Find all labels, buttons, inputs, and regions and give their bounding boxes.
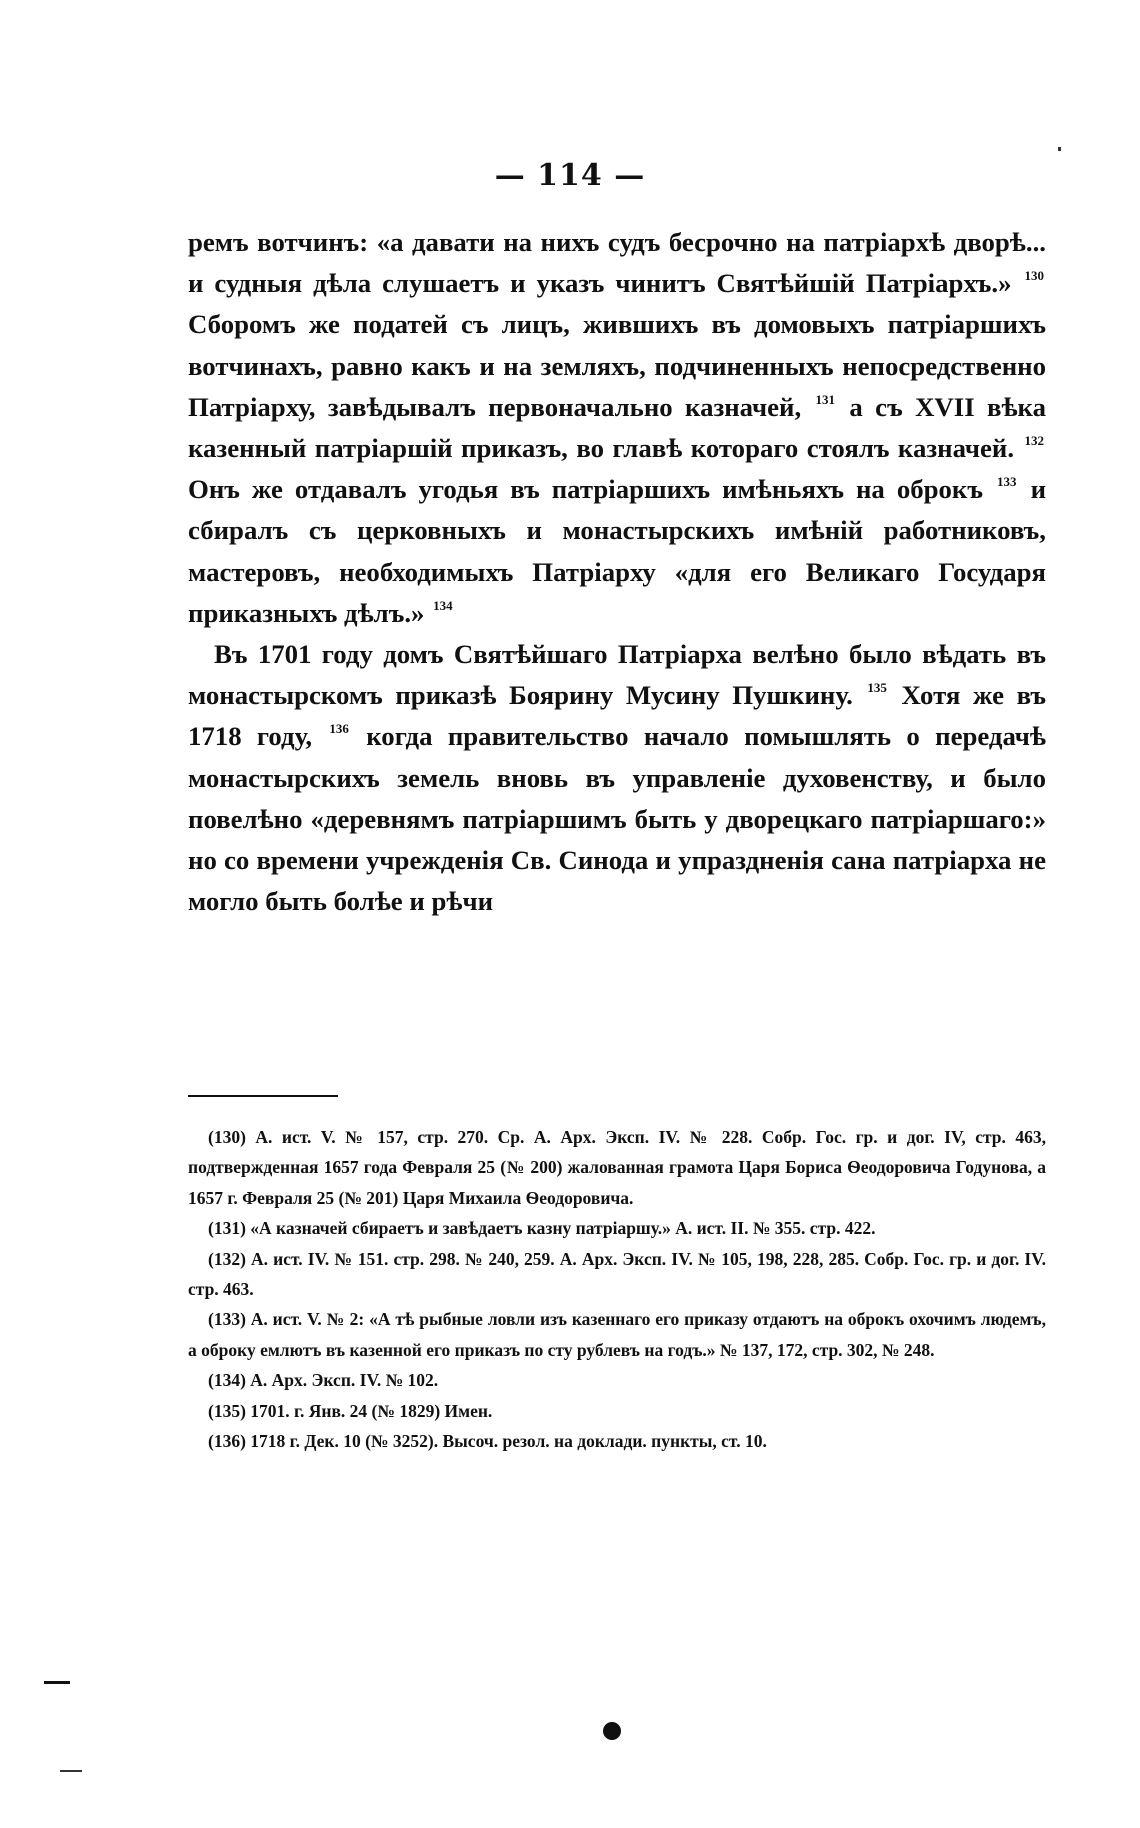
footnote: (134) А. Арх. Эксп. IV. № 102. [208, 1370, 439, 1391]
footnote-ref: 134 [433, 597, 453, 613]
margin-mark [44, 1681, 70, 1684]
paragraph-1 [188, 222, 1046, 634]
text-run: и сбиралъ съ церковныхъ и монастырскихъ имѣній работниковъ, мастеровъ, необходимыхъ Патріарху «для его Великаго Государя приказныхъ дѣлъ.» [188, 474, 1047, 628]
footnote: (136) 1718 г. Дек. 10 (№ 3252). Высоч. резол. на доклади. пункты, ст. 10. [208, 1431, 767, 1452]
footnote-ref: 130 [1024, 268, 1044, 284]
footnote: (132) А. ист. IV. № 151. стр. 298. № 240, 259. А. Арх. Эксп. IV. № 105, 198, 228, 285. Собр. Гос. гр. и дог. IV. стр. 463. [188, 1248, 1046, 1300]
text-run: ремъ вотчинъ: «а давати на нихъ судъ бесрочно на патріархѣ дворѣ... и судныя дѣла слушаетъ и указъ чинитъ Святѣйшій Патріархъ.» [188, 227, 1046, 299]
main-text [188, 222, 1046, 922]
text-run: Онъ же отдавалъ угодья въ патріаршихъ имѣньяхъ на оброкъ [188, 474, 983, 505]
text-run: когда правительство начало помышлять о передачѣ монастырскихъ земель вновь въ управленіе духовенству, и было повелѣно «деревнямъ патріаршимъ быть у дворецкаго патріаршаго:» но со времени учрежденія Св. Синода и упраздненія сана патріарха не могло быть болѣе и рѣчи [188, 721, 1047, 917]
footnote: (131) «А казначей сбираетъ и завѣдаетъ казну патріаршу.» А. ист. II. № 355. стр. 422. [208, 1218, 876, 1239]
text-run: Хотя же въ 1718 году, [188, 680, 1046, 752]
page-number: — 114 — [494, 158, 646, 193]
paragraph-2 [188, 634, 1046, 922]
ink-blot [603, 1722, 621, 1740]
footnote-ref: 131 [815, 391, 836, 407]
text-run: Въ 1701 году домъ Святѣйшаго Патріарха велѣно было вѣдать въ монастырскомъ приказѣ Боярину Мусину Пушкину. [188, 639, 1046, 711]
footnote-ref: 132 [1024, 433, 1045, 449]
footnote-ref: 133 [997, 474, 1017, 490]
footnote: (130) А. ист. V. № 157, стр. 270. Ср. А. Арх. Эксп. IV. № 228. Собр. Гос. гр. и дог. IV, стр. 463, подтвержденная 1657 года Февраля 25 (№ 200) жалованная грамота Царя Бориса Ѳеодоровича Годунова, а 1657 г. Февраля 25 (№ 201) Царя Михаила Ѳеодоровича. [188, 1127, 1046, 1208]
text-run: а съ XVII вѣка казенный патріаршій приказъ, во главѣ котораго стоялъ казначей. [188, 391, 1046, 464]
footnotes [188, 1122, 1046, 1456]
scan-speck [1058, 147, 1061, 151]
footnote: (133) А. ист. V. № 2: «А тѣ рыбные ловли изъ казеннаго его приказу отдаютъ на оброкъ охочимъ людемъ, а оброку емлютъ въ казенной его приказъ по сту рублевъ на годъ.» № 137, 172, стр. 302, № 248. [188, 1309, 1046, 1360]
footnote-ref: 136 [329, 721, 349, 737]
text-run: Сборомъ же податей съ лицъ, жившихъ въ домовыхъ патріаршихъ вотчинахъ, равно какъ и на земляхъ, подчиненныхъ непосредственно Патріарху, завѣдывалъ первоначально казначей, [188, 309, 1046, 422]
footnote-ref: 135 [867, 680, 887, 696]
margin-mark [60, 1770, 82, 1772]
footnote-separator [188, 1095, 338, 1097]
footnote: (135) 1701. г. Янв. 24 (№ 1829) Имен. [208, 1400, 493, 1421]
